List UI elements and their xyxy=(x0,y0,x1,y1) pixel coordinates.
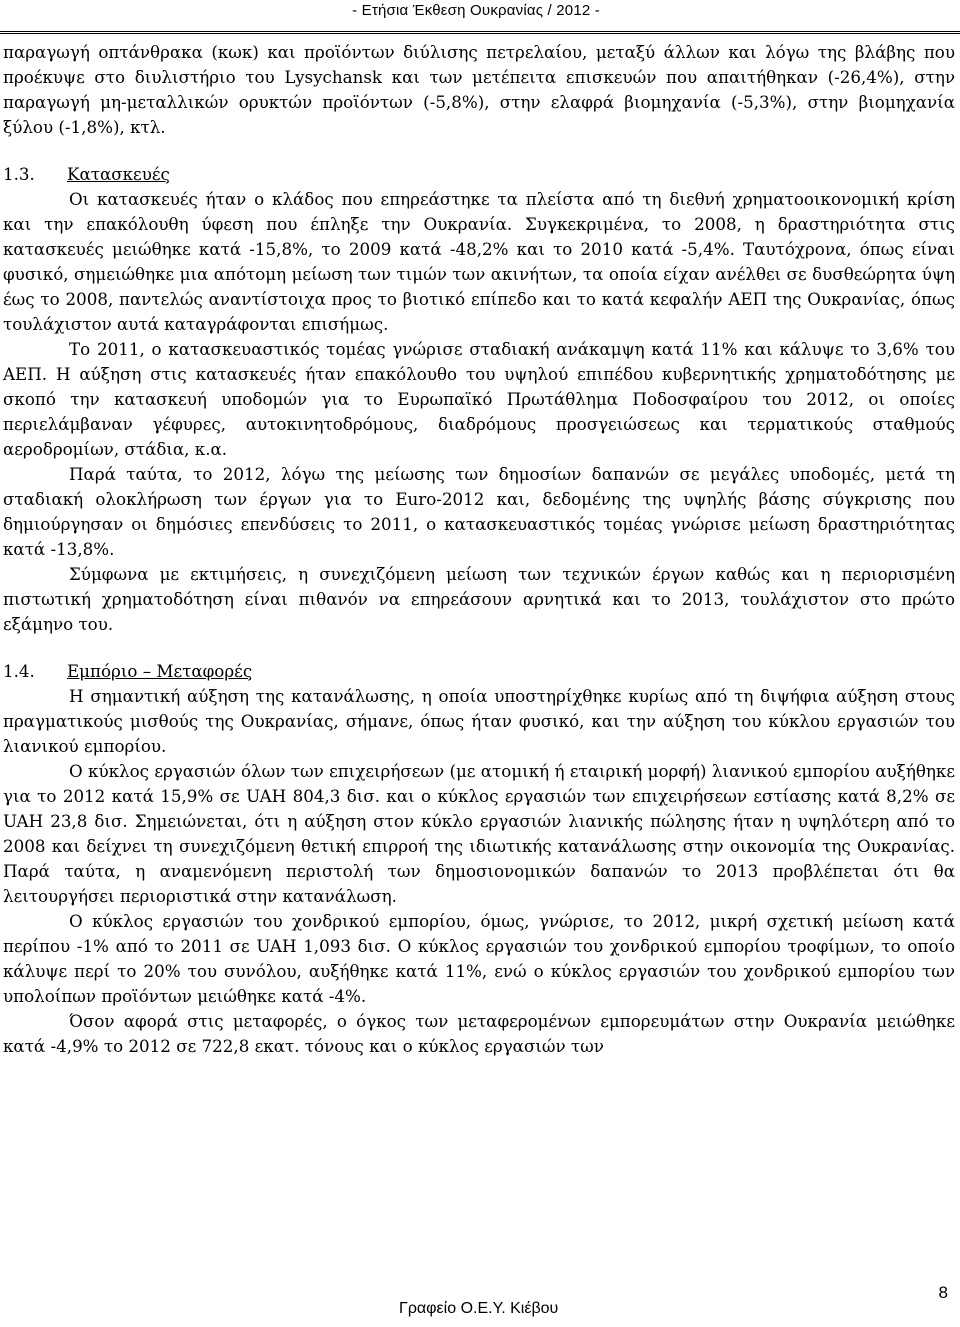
paragraph: Οι κατασκευές ήταν ο κλάδος που επηρεάστηκε τα πλείστα από τη διεθνή χρηματοοικονομική κρίση και την επακόλουθη ύφεση που έπληξε την Ουκρανία. Συγκεκριμένα, το 2008, η δραστηριότητα στις κατασκευές μειώθηκε κατά -15,8%, το 2009 κατά -48,2% και το 2010 κατά -5,4%. Ταυτόχρονα, όπως είναι φυσικό, σημειώθηκε μια απότομη μείωση των τιμών των ακινήτων, τα οποία είχαν ανέλθει σε δυσθεώρητα ύψη έως το 2008, παντελώς αναντίστοιχα προς το βιοτικό επίπεδο και το κατά κεφαλήν ΑΕΠ της Ουκρανίας, όπως τουλάχιστον αυτά καταγράφονται επισήμως. xyxy=(3,189,955,334)
spacer xyxy=(3,637,955,659)
intro-paragraph: παραγωγή οπτάνθρακα (κωκ) και προϊόντων διύλισης πετρελαίου, μεταξύ άλλων και λόγω της βλάβης που προέκυψε στο διυλιστήριο του Lysychansk και των μετέπειτα επισκευών που απαιτήθηκαν (-26,4%), στην παραγωγή μη-μεταλλικών ορυκτών προϊόντων (-5,8%), στην ελαφρά βιομηχανία (-5,3%), στην βιομηχανία ξύλου (-1,8%), κτλ. xyxy=(3,42,955,137)
paragraph: Ο κύκλος εργασιών όλων των επιχειρήσεων (με ατομική ή εταιρική μορφή) λιανικού εμπορίου αυξήθηκε για το 2012 κατά 15,9% σε UAH 804,3 δισ. και ο κύκλος εργασιών των επιχειρήσεων εστίασης κατά 8,2% σε UAH 23,8 δισ. Σημειώνεται, ότι η αύξηση στον κύκλο εργασιών λιανικής πώλησης ήταν η υψηλότερη από το 2008 και δείχνει τη συνεχιζόμενη θετική επιρροή της ιδιωτικής κατανάλωσης στην οικονομία της Ουκρανίας. Παρά ταύτα, η αναμενόμενη περιστολή των δημοσιονομικών δαπανών το 2013 προβλέπεται ότι θα λειτουργήσει περιοριστικά στην κατανάλωση. xyxy=(3,761,955,906)
paragraph: Παρά ταύτα, το 2012, λόγω της μείωσης των δημοσίων δαπανών σε μεγάλες υποδομές, μετά τη σταδιακή ολοκλήρωση των έργων για το Euro-2012 και, δεδομένης της υψηλής βάσης σύγκρισης που δημιούργησαν οι δημόσιες επενδύσεις το 2011, ο κατασκευαστικός τομέας γνώρισε μείωση δραστηριότητας κατά -13,8%. xyxy=(3,464,955,559)
footer-office: Γραφείο Ο.Ε.Υ. Κιέβου xyxy=(399,1300,559,1317)
section-heading-trade-transport xyxy=(3,659,955,684)
section-title: Κατασκευές xyxy=(67,164,170,184)
header-rule xyxy=(0,31,960,34)
section-number: 1.3. xyxy=(3,164,35,184)
paragraph: Ο κύκλος εργασιών του χονδρικού εμπορίου, όμως, γνώρισε, το 2012, μικρή σχετική μείωση κατά περίπου -1% από το 2011 σε UAH 1,093 δισ. Ο κύκλος εργασιών του χονδρικού εμπορίου τροφίμων, το οποίο κάλυψε περί το 20% του συνόλου, αυξήθηκε κατά 11%, ενώ ο κύκλος εργασιών του χονδρικού εμπορίου των υπολοίπων προϊόντων μειώθηκε κατά -4%. xyxy=(3,911,955,1006)
document-body xyxy=(3,40,955,1059)
spacer xyxy=(3,140,955,162)
running-header: - Ετήσια Έκθεση Ουκρανίας / 2012 - xyxy=(352,2,600,19)
section-title: Εμπόριο – Μεταφορές xyxy=(67,661,253,681)
section-number: 1.4. xyxy=(3,661,35,681)
paragraph: Η σημαντική αύξηση της κατανάλωσης, η οποία υποστηρίχθηκε κυρίως από τη διψήφια αύξηση στους πραγματικούς μισθούς της Ουκρανίας, σήμανε, όπως ήταν φυσικό, και την αύξηση του κύκλου εργασιών του λιανικού εμπορίου. xyxy=(3,686,955,756)
section-heading-construction xyxy=(3,162,955,187)
paragraph: Το 2011, ο κατασκευαστικός τομέας γνώρισε σταδιακή ανάκαμψη κατά 11% και κάλυψε το 3,6% του ΑΕΠ. Η αύξηση στις κατασκευές ήταν επακόλουθο του υψηλού επιπέδου κυβερνητικής χρηματοδότησης με σκοπό την κατασκευή υποδομών για το Ευρωπαϊκό Πρωτάθλημα Ποδοσφαίρου του 2012, οι οποίες περιελάμβαναν γέφυρες, αυτοκινητοδρόμους, διαδρόμους προσγειώσεως και τερματικούς σταθμούς αεροδρομίων, στάδια, κ.α. xyxy=(3,339,955,459)
paragraph: Όσον αφορά στις μεταφορές, ο όγκος των μεταφερομένων εμπορευμάτων στην Ουκρανία μειώθηκε κατά -4,9% το 2012 σε 722,8 εκατ. τόνους και ο κύκλος εργασιών των xyxy=(3,1011,955,1056)
page-number: 8 xyxy=(938,1283,948,1302)
paragraph: Σύμφωνα με εκτιμήσεις, η συνεχιζόμενη μείωση των τεχνικών έργων καθώς και η περιορισμένη πιστωτική χρηματοδότηση είναι πιθανόν να επηρεάσουν αρνητικά και το 2013, τουλάχιστον στο πρώτο εξάμηνο του. xyxy=(3,564,955,634)
